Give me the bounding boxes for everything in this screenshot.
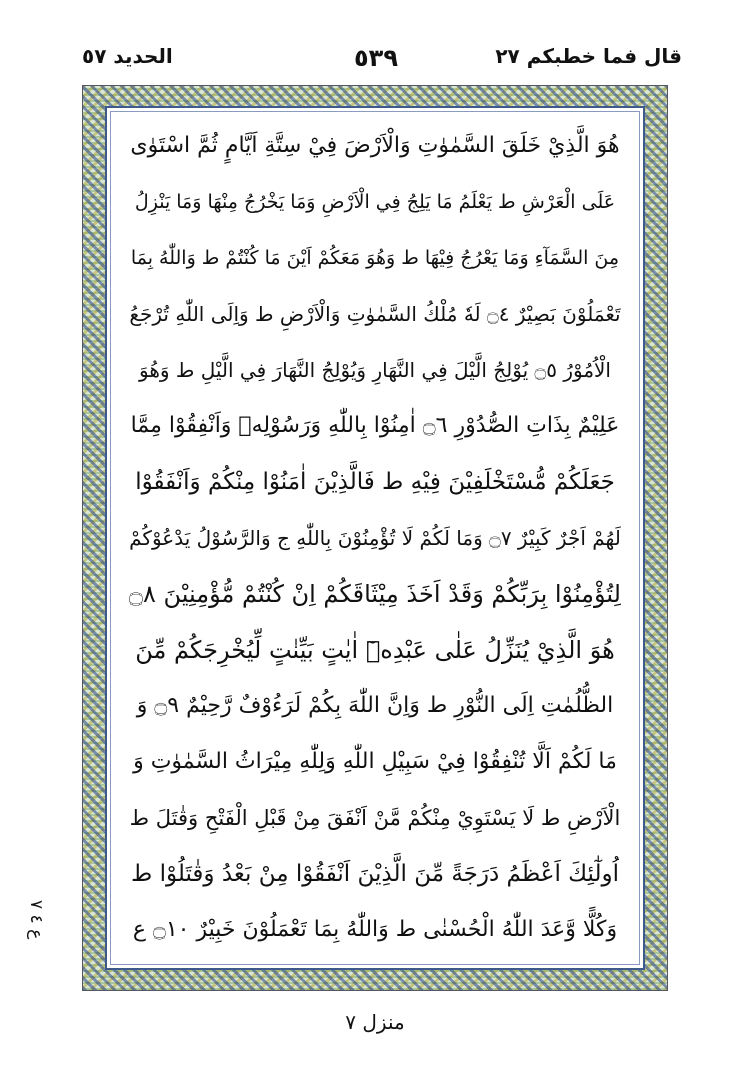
page-header [70,44,682,78]
page-number: ٥٣٩ [354,44,398,72]
juz-title: قال فما خطبكم ٢٧ [495,44,682,68]
text-panel [105,106,645,970]
verse-line: الْاُمُوْرُ ۝٥ يُوْلِجُ الَّيْلَ فِي النَّهَارِ وَيُوْلِجُ النَّهَارَ فِي الَّيْلِ ط وَهُوَ [138,358,611,382]
verse-line: اُولٰٓئِكَ اَعْظَمُ دَرَجَةً مِّنَ الَّذِيْنَ اَنْفَقُوْا مِنْ بَعْدُ وَقٰتَلُوْا ط [131,861,619,887]
verse-line: الظُّلُمٰتِ اِلَى النُّوْرِ ط وَاِنَّ اللّٰهَ بِكُمْ لَرَءُوْفٌ رَّحِيْمٌ ۝٩ وَ [136,693,614,718]
verse-line: وَكُلًّا وَّعَدَ اللّٰهُ الْحُسْنٰى ط وَاللّٰهُ بِمَا تَعْمَلُوْنَ خَبِيْرٌ ۝١٠ ع [132,917,618,942]
verse-line: هُوَ الَّذِيْ يُنَزِّلُ عَلٰى عَبْدِهٖٓ اٰيٰتٍ بَيِّنٰتٍ لِّيُخْرِجَكُمْ مِّنَ [135,636,615,664]
surah-title: الحديد ٥٧ [82,44,173,68]
verse-line: لِتُؤْمِنُوْا بِرَبِّكُمْ وَقَدْ اَخَذَ مِيْثَاقَكُمْ اِنْ كُنْتُمْ مُّؤْمِنِيْنَ ۝٨ [129,580,621,608]
verse-lines [129,118,621,958]
verse-line: عَلِيْمٌ بِذَاتِ الصُّدُوْرِ ۝٦ اٰمِنُوْا بِاللّٰهِ وَرَسُوْلِهٖ وَاَنْفِقُوْا مِمَّا [130,413,620,438]
verse-line: هُوَ الَّذِيْ خَلَقَ السَّمٰوٰتِ وَالْاَرْضَ فِيْ سِتَّةِ اَيَّامٍ ثُمَّ اسْتَوٰى [130,133,620,158]
verse-line: لَهُمْ اَجْرٌ كَبِيْرٌ ۝٧ وَمَا لَكُمْ لَا تُؤْمِنُوْنَ بِاللّٰهِ ج وَالرَّسُوْلُ يَدْعُوْكُمْ [129,526,621,550]
verse-line: جَعَلَكُمْ مُّسْتَخْلَفِيْنَ فِيْهِ ط فَالَّذِيْنَ اٰمَنُوْا مِنْكُمْ وَاَنْفَقُوْا [135,469,615,495]
verse-line: الْاَرْضِ ط لَا يَسْتَوِيْ مِنْكُمْ مَّنْ اَنْفَقَ مِنْ قَبْلِ الْفَتْحِ وَقٰتَلَ ط [129,806,621,830]
verse-line: مِنَ السَّمَآءِ وَمَا يَعْرُجُ فِيْهَا ط وَهُوَ مَعَكُمْ اَيْنَ مَا كُنْتُمْ ط وَاللّٰهُ بِمَا [130,247,620,269]
ornamental-border [82,85,668,991]
ruku-marker: ع ٤ ٧ [26,900,46,940]
verse-line: تَعْمَلُوْنَ بَصِيْرٌ ۝٤ لَهٗ مُلْكُ السَّمٰوٰتِ وَالْاَرْضِ ط وَاِلَى اللّٰهِ تُرْجَعُ [129,302,621,326]
verse-line: مَا لَكُمْ اَلَّا تُنْفِقُوْا فِيْ سَبِيْلِ اللّٰهِ وَلِلّٰهِ مِيْرَاثُ السَّمٰوٰتِ وَ [133,749,617,774]
manzil-footer: منزل ٧ [345,1010,405,1034]
verse-line: عَلَى الْعَرْشِ ط يَعْلَمُ مَا يَلِجُ فِي الْاَرْضِ وَمَا يَخْرُجُ مِنْهَا وَمَا يَنْزِلُ [134,191,616,213]
